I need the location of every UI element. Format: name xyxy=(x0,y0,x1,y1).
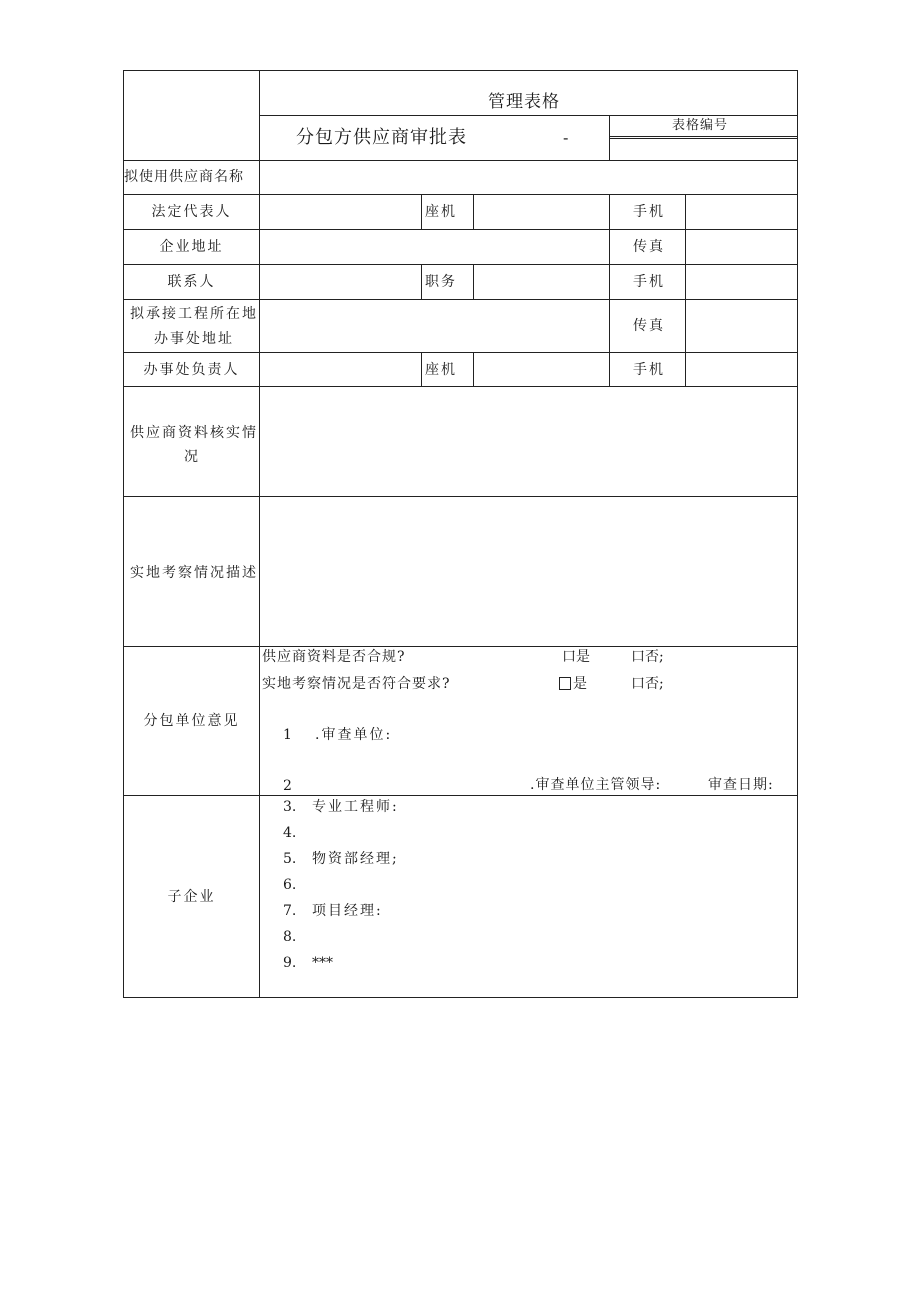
opinion-item1-number: 1 xyxy=(283,727,292,743)
opinion-question-1: 供应商资料是否合规? xyxy=(262,649,406,665)
list-item-number: 7. xyxy=(283,903,297,919)
title-dash: - xyxy=(563,128,569,147)
col-divider-c-row6 xyxy=(609,352,610,386)
form-title: 分包方供应商审批表 xyxy=(296,127,467,148)
fax-label-row5: 传真 xyxy=(633,318,665,334)
mobile-label-row2: 手机 xyxy=(633,204,665,220)
opinion-item2-number: 2 xyxy=(283,778,292,794)
col-divider-c-row3 xyxy=(609,229,610,264)
list-item-text: 专业工程师: xyxy=(312,799,399,815)
list-item-number: 3. xyxy=(283,799,297,815)
subsidiary-label: 子企业 xyxy=(167,889,216,905)
list-item-text: *** xyxy=(312,955,333,971)
verification-field[interactable] xyxy=(260,387,797,496)
row-line-9 xyxy=(123,646,798,647)
mobile-field-row6[interactable] xyxy=(686,353,797,386)
fax-field-row5[interactable] xyxy=(686,300,797,352)
legal-rep-field[interactable] xyxy=(260,195,421,229)
supplier-name-label: 拟使用供应商名称 xyxy=(124,169,244,185)
contact-field[interactable] xyxy=(260,265,421,299)
list-item-text: 物资部经理; xyxy=(312,851,399,867)
opinion-q1-no[interactable]: 口否; xyxy=(631,649,664,665)
position-label: 职务 xyxy=(425,274,457,290)
landline-field-row6[interactable] xyxy=(474,353,609,386)
site-inspection-label: 实地考察情况描述 xyxy=(130,565,258,581)
opinion-q2-yes: 是 xyxy=(573,676,587,692)
opinion-label: 分包单位意见 xyxy=(143,713,240,729)
fax-field-row3[interactable] xyxy=(686,230,797,264)
header-number-line-1 xyxy=(609,136,797,137)
position-field[interactable] xyxy=(474,265,609,299)
col-divider-c-row5 xyxy=(609,299,610,352)
supplier-name-field[interactable] xyxy=(260,161,797,194)
col-divider-a-row4 xyxy=(421,264,422,299)
mobile-label-row4: 手机 xyxy=(633,274,665,290)
opinion-item1-text: .审查单位: xyxy=(315,727,393,743)
landline-label-row2: 座机 xyxy=(425,204,457,220)
office-address-label-line2: 办事处地址 xyxy=(154,331,234,347)
list-item-text: 项目经理: xyxy=(312,903,383,919)
management-title: 管理表格 xyxy=(488,92,560,112)
list-item-number: 8. xyxy=(283,929,297,945)
list-item-number: 6. xyxy=(283,877,297,893)
office-address-field[interactable] xyxy=(260,300,609,352)
form-number-field[interactable] xyxy=(610,139,797,160)
legal-rep-label: 法定代表人 xyxy=(151,204,232,220)
office-head-label: 办事处负责人 xyxy=(143,362,240,378)
frame-bottom xyxy=(123,997,798,998)
office-address-label-line1: 拟承接工程所在地 xyxy=(130,306,258,322)
frame-right xyxy=(797,70,798,998)
opinion-q2-no[interactable]: 口否; xyxy=(631,676,664,692)
verification-label-line2: 况 xyxy=(184,449,200,465)
col-divider-c-row4 xyxy=(609,264,610,299)
review-date-label: 审查日期: xyxy=(708,777,774,793)
form-number-label: 表格编号 xyxy=(672,118,729,133)
address-field[interactable] xyxy=(260,230,609,264)
mobile-field-row4[interactable] xyxy=(686,265,797,299)
verification-label-line1: 供应商资料核实情 xyxy=(130,425,258,441)
opinion-q2-checkbox[interactable] xyxy=(559,677,571,690)
opinion-q1-yes[interactable]: 口是 xyxy=(562,649,590,665)
list-item-number: 4. xyxy=(283,825,297,841)
opinion-question-2: 实地考察情况是否符合要求? xyxy=(262,676,451,692)
header-line-1 xyxy=(260,115,797,116)
row-line-10 xyxy=(123,795,798,796)
opinion-item2-text: .审查单位主管领导: xyxy=(530,777,662,793)
fax-label-row3: 传真 xyxy=(633,239,665,255)
col-divider-a-row2 xyxy=(421,194,422,229)
address-label: 企业地址 xyxy=(159,239,224,255)
landline-label-row6: 座机 xyxy=(425,362,457,378)
office-head-field[interactable] xyxy=(260,353,421,386)
frame-top xyxy=(123,70,798,71)
mobile-field-row2[interactable] xyxy=(686,195,797,229)
list-item-number: 9. xyxy=(283,955,297,971)
col-divider-a-row6 xyxy=(421,352,422,386)
site-inspection-field[interactable] xyxy=(260,497,797,646)
list-item-number: 5. xyxy=(283,851,297,867)
landline-field-row2[interactable] xyxy=(474,195,609,229)
mobile-label-row6: 手机 xyxy=(633,362,665,378)
col-divider-c-row2 xyxy=(609,194,610,229)
contact-label: 联系人 xyxy=(167,274,216,290)
